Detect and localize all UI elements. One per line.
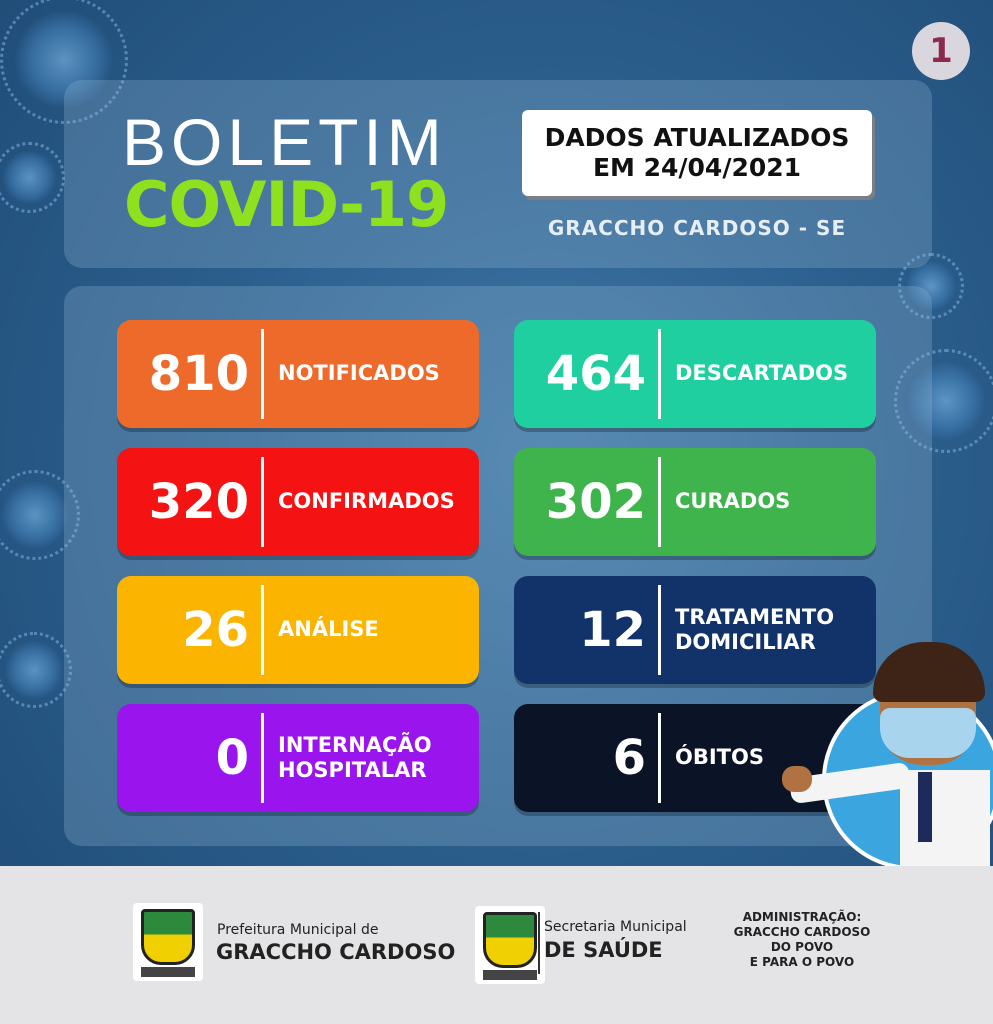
title-covid: COVID-19	[124, 168, 449, 241]
card-confirmados	[117, 448, 479, 556]
card-curados	[514, 448, 876, 556]
card-label: TRATAMENTO DOMICILIAR	[675, 604, 835, 654]
secretaria-small-text: Secretaria Municipal	[544, 919, 687, 935]
card-divider	[658, 713, 661, 803]
prefeitura-logo-icon	[133, 903, 203, 981]
card-label: ANÁLISE	[278, 617, 379, 642]
admin-slogan: ADMINISTRAÇÃO: GRACCHO CARDOSO DO POVO E PARA O POVO	[733, 910, 871, 969]
card-divider	[658, 457, 661, 547]
card-value: 810	[148, 346, 249, 402]
secretaria-logo-icon	[475, 906, 545, 984]
card-label: ÓBITOS	[675, 745, 764, 770]
card-descartados	[514, 320, 876, 428]
date-line-1: DADOS ATUALIZADOS	[544, 123, 850, 152]
card-tratamento-domiciliar	[514, 576, 876, 684]
doctor-coat	[900, 770, 990, 870]
card-divider	[261, 457, 264, 547]
prefeitura-small-text: Prefeitura Municipal de	[217, 922, 379, 938]
title-boletim: BOLETIM	[122, 105, 447, 179]
virus-decoration-icon	[0, 480, 70, 550]
card-analise	[117, 576, 479, 684]
prefeitura-big-text: GRACCHO CARDOSO	[216, 940, 456, 964]
card-value: 6	[612, 730, 646, 786]
doctor-tie	[918, 772, 932, 842]
card-value: 302	[545, 474, 646, 530]
card-label: NOTIFICADOS	[278, 361, 440, 386]
doctor-hand	[782, 766, 812, 792]
card-divider	[261, 329, 264, 419]
card-divider	[261, 713, 264, 803]
footer-divider	[538, 912, 540, 974]
card-notificados	[117, 320, 479, 428]
card-internacao-hospitalar	[117, 704, 479, 812]
doctor-mask	[880, 708, 976, 758]
card-label: CONFIRMADOS	[278, 489, 455, 514]
card-value: 26	[182, 602, 249, 658]
date-box	[522, 110, 872, 196]
card-label: DESCARTADOS	[675, 361, 849, 386]
location-label: GRACCHO CARDOSO - SE	[547, 216, 847, 240]
card-divider	[261, 585, 264, 675]
date-line-2: EM 24/04/2021	[592, 153, 802, 182]
card-value: 12	[579, 602, 646, 658]
card-value: 320	[148, 474, 249, 530]
page-number-badge: 1	[912, 22, 970, 80]
virus-decoration-icon	[2, 150, 57, 205]
card-value: 464	[545, 346, 646, 402]
card-divider	[658, 585, 661, 675]
virus-decoration-icon	[4, 640, 64, 700]
card-value: 0	[215, 730, 249, 786]
card-label: INTERNAÇÃO HOSPITALAR	[278, 732, 432, 782]
card-label: CURADOS	[675, 489, 791, 514]
card-divider	[658, 329, 661, 419]
secretaria-big-text: DE SAÚDE	[544, 938, 663, 962]
